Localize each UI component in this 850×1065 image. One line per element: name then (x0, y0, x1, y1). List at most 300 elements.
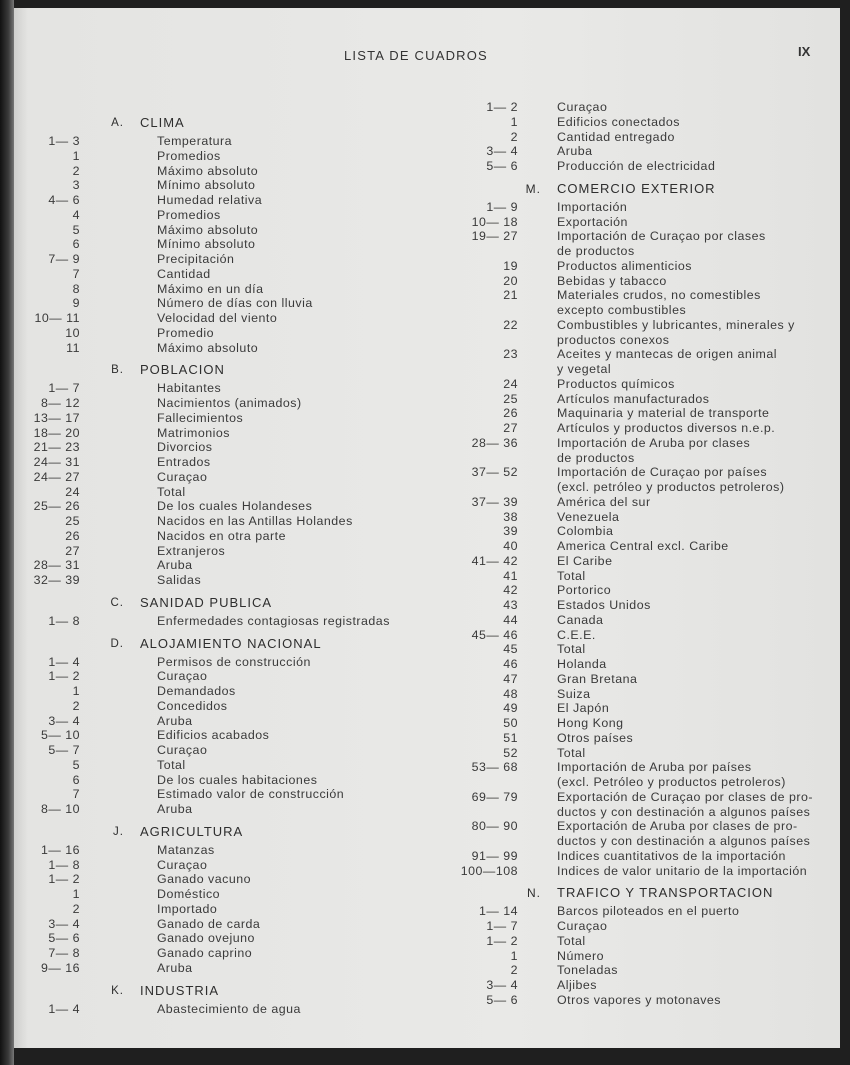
section-letter: D. (110, 637, 124, 650)
table-range: 21 (503, 288, 518, 303)
table-title: Temperatura (157, 134, 233, 148)
table-title: Mínimo absoluto (157, 178, 256, 193)
table-range: 1— 16 (40, 842, 80, 857)
table-title: Producción de electricidad (557, 159, 716, 173)
table-range: 1— 4 (48, 654, 80, 669)
section-heading (28, 592, 428, 614)
table-range: 7— 8 (48, 946, 80, 960)
toc-entry (28, 802, 428, 817)
table-range: 1— 2 (48, 669, 80, 684)
table-title: y vegetal (557, 362, 612, 376)
table-title: excepto combustibles (557, 303, 687, 317)
table-range: 5— 10 (40, 728, 80, 743)
table-title: Curaçao (157, 469, 208, 484)
table-range (444, 244, 518, 259)
toc-entry (28, 558, 428, 573)
toc-entry (444, 333, 844, 348)
toc-entry (28, 787, 428, 802)
toc-entry (28, 961, 428, 976)
table-range: 42 (503, 583, 518, 598)
toc-entry (444, 480, 844, 495)
table-range: 45— 46 (471, 627, 518, 642)
toc-entry (444, 934, 844, 949)
table-title: Otros vapores y motonaves (557, 992, 722, 1007)
table-title: Colombia (557, 524, 614, 539)
toc-entry (28, 267, 428, 282)
table-range: 1 (510, 114, 518, 129)
table-range: 23 (503, 347, 518, 362)
toc-entry (28, 902, 428, 917)
table-title: productos conexos (557, 332, 670, 347)
table-range: 1— 9 (486, 199, 518, 214)
table-range: 69— 79 (471, 789, 518, 804)
toc-section (28, 633, 428, 817)
table-range: 1— 2 (486, 933, 518, 948)
toc-entry (28, 544, 428, 559)
table-range: 24 (65, 484, 80, 499)
toc-entry (444, 672, 844, 687)
toc-entry (28, 223, 428, 238)
table-title: ductos y con destinación a algunos países (557, 834, 811, 848)
table-title: Matrimonios (157, 425, 230, 440)
table-range: 1— 3 (48, 134, 80, 148)
table-title: Artículos y productos diversos n.e.p. (557, 421, 776, 435)
table-title: Cantidad entregado (557, 129, 675, 144)
table-range: 25— 26 (33, 499, 80, 514)
table-title: Máximo absoluto (157, 340, 259, 355)
table-title: El Caribe (557, 553, 613, 568)
toc-entry (28, 193, 428, 208)
table-range: 27 (503, 421, 518, 435)
table-range: 19— 27 (471, 229, 518, 244)
table-title: Curaçao (557, 919, 608, 933)
table-title: Ganado de carda (157, 916, 261, 931)
table-title: Curaçao (157, 743, 208, 757)
table-range: 28— 31 (33, 558, 80, 573)
toc-entry (444, 347, 844, 362)
table-range: 1 (72, 148, 80, 163)
table-range: 38 (503, 509, 518, 524)
table-title: Máximo en un día (157, 281, 264, 296)
table-title: Canada (557, 612, 604, 627)
table-title: Edificios acabados (157, 728, 270, 743)
toc-entry (444, 598, 844, 613)
toc-entry (28, 470, 428, 485)
section-title: SANIDAD PUBLICA (140, 594, 273, 610)
table-range: 1— 7 (486, 919, 518, 933)
table-range: 3 (72, 178, 80, 193)
toc-entry (444, 524, 844, 539)
toc-entry (28, 529, 428, 544)
table-title: Otros países (557, 730, 634, 745)
table-range: 10— 11 (34, 311, 80, 325)
table-title: Promedios (157, 148, 221, 163)
toc-entry (444, 731, 844, 746)
toc-entry (28, 655, 428, 670)
table-title: Estimado valor de construcción (157, 787, 345, 802)
toc-entry (28, 872, 428, 887)
toc-entry (28, 699, 428, 714)
table-range: 100—108 (460, 863, 518, 878)
table-title: Toneladas (557, 963, 618, 978)
toc-entry (444, 318, 844, 333)
toc-entry (28, 164, 428, 179)
table-range: 43 (503, 598, 518, 612)
table-title: Demandados (157, 684, 236, 698)
toc-entry (444, 144, 844, 159)
table-title: Ganado vacuno (157, 872, 251, 887)
table-title: Total (557, 745, 586, 760)
table-title: Mínimo absoluto (157, 237, 256, 252)
toc-entry (28, 282, 428, 297)
toc-entry (444, 963, 844, 978)
table-title: Promedio (157, 325, 215, 340)
table-title: Portorico (557, 583, 612, 598)
table-range: 3— 4 (48, 713, 80, 728)
section-letter: A. (111, 117, 124, 129)
toc-entry (444, 613, 844, 628)
table-title: Edificios conectados (557, 114, 680, 129)
toc-section (28, 359, 428, 588)
table-title: Curaçao (157, 669, 208, 684)
table-title: Máximo absoluto (157, 222, 259, 237)
table-title: América del sur (557, 494, 651, 509)
table-range: 44 (503, 612, 518, 627)
table-title: Aruba (157, 960, 193, 975)
table-range: 2 (510, 963, 518, 978)
table-range: 9 (72, 296, 80, 311)
table-title: Aruba (157, 713, 193, 728)
table-title: De los cuales Holandeses (157, 499, 313, 514)
toc-entry (444, 583, 844, 598)
toc-entry (28, 714, 428, 729)
table-range: 1 (72, 887, 80, 901)
table-title: Importación de Curaçao por clases (557, 229, 766, 244)
table-range: 1— 7 (48, 381, 80, 396)
toc-entry (444, 554, 844, 569)
table-title: Gran Bretana (557, 671, 638, 686)
toc-entry (28, 134, 428, 149)
table-range: 1 (510, 948, 518, 963)
table-title: Artículos manufacturados (557, 391, 710, 406)
table-range: 1 (72, 684, 80, 698)
toc-entry (28, 946, 428, 961)
table-title: Enfermedades contagiosas registradas (157, 613, 390, 628)
table-title: Entrados (157, 455, 211, 469)
toc-entry (28, 684, 428, 699)
table-title: ductos y con destinación a algunos países (557, 804, 811, 819)
table-range: 7— 9 (48, 252, 80, 266)
table-title: C.E.E. (557, 627, 596, 642)
section-heading (28, 112, 428, 134)
toc-entry (444, 834, 844, 849)
table-range: 80— 90 (471, 819, 518, 834)
toc-entry (444, 510, 844, 525)
table-range: 50 (503, 716, 518, 730)
toc-entry (444, 716, 844, 731)
table-range: 48 (503, 686, 518, 701)
table-title: Nacidos en las Antillas Holandes (157, 514, 353, 528)
toc-entry (28, 178, 428, 193)
toc-entry (444, 215, 844, 230)
toc-section (28, 112, 428, 355)
toc-entry (444, 805, 844, 820)
table-range: 91— 99 (471, 848, 518, 863)
table-range: 8— 10 (40, 802, 80, 816)
table-range: 40 (503, 539, 518, 553)
table-title: Abastecimiento de agua (157, 1001, 301, 1016)
table-title: Aruba (557, 144, 593, 159)
table-range: 5— 7 (48, 743, 80, 757)
toc-entry (28, 669, 428, 684)
table-range (444, 362, 518, 377)
toc-entry (444, 274, 844, 289)
toc-entry (444, 904, 844, 919)
table-title: Exportación (557, 214, 628, 229)
table-title: Productos químicos (557, 376, 675, 391)
section-title: ALOJAMIENTO NACIONAL (140, 635, 322, 651)
toc-entry (444, 949, 844, 964)
toc-entry (444, 229, 844, 244)
toc-entry (28, 149, 428, 164)
table-title: Precipitación (157, 252, 235, 266)
toc-entry (444, 495, 844, 510)
table-range: 26 (65, 528, 80, 543)
table-range (444, 834, 518, 849)
toc-entry (28, 326, 428, 341)
page-number: IX (798, 44, 811, 59)
toc-entry (444, 159, 844, 174)
toc-entry (28, 252, 428, 267)
table-title: de productos (557, 450, 635, 465)
table-title: Indices cuantitativos de la importación (557, 848, 786, 863)
table-range (444, 805, 518, 820)
table-title: Importación (557, 199, 628, 214)
toc-entry (444, 465, 844, 480)
table-title: Bebidas y tabacco (557, 273, 667, 288)
table-range: 26 (503, 406, 518, 421)
section-title: INDUSTRIA (140, 982, 220, 998)
toc-entry (444, 539, 844, 554)
table-title: Exportación de Aruba por clases de pro- (557, 819, 798, 834)
table-title: Estados Unidos (557, 598, 651, 612)
toc-entry (28, 381, 428, 396)
table-range: 1— 14 (478, 904, 518, 919)
table-range: 28— 36 (471, 435, 518, 450)
toc-entry (444, 993, 844, 1008)
table-range (444, 775, 518, 790)
table-range: 9— 16 (40, 960, 80, 975)
table-range: 3— 4 (486, 978, 518, 992)
table-title: Ganado ovejuno (157, 931, 255, 946)
toc-entry (444, 288, 844, 303)
table-title: Concedidos (157, 698, 228, 713)
table-range: 41 (503, 568, 518, 583)
section-letter: N. (527, 886, 541, 901)
table-range: 24— 27 (33, 469, 80, 484)
table-title: Hong Kong (557, 716, 624, 730)
toc-entry (444, 115, 844, 130)
table-range: 2 (510, 129, 518, 144)
book-binding-edge (0, 0, 14, 1065)
table-title: Holanda (557, 657, 607, 671)
table-range: 46 (503, 657, 518, 671)
table-range: 25 (503, 391, 518, 406)
table-range: 49 (503, 701, 518, 716)
section-heading (28, 980, 428, 1002)
section-heading (28, 633, 428, 655)
table-range: 4 (72, 207, 80, 222)
section-title: CLIMA (140, 115, 185, 130)
table-range (444, 480, 518, 495)
toc-entry (28, 573, 428, 588)
table-range: 52 (503, 745, 518, 760)
table-title: Importación de Aruba por países (557, 760, 752, 775)
table-title: Aruba (157, 558, 193, 573)
toc-entry (444, 406, 844, 421)
table-range: 13— 17 (33, 410, 80, 425)
toc-entry (444, 259, 844, 274)
toc-section (444, 178, 844, 879)
document-page (14, 8, 840, 1048)
section-letter: J. (113, 825, 124, 838)
table-range: 3— 4 (486, 144, 518, 159)
toc-entry (28, 311, 428, 326)
table-range: 24— 31 (33, 455, 80, 469)
table-title: Número (557, 948, 605, 963)
toc-entry (28, 296, 428, 311)
table-title: (excl. petróleo y productos petroleros) (557, 480, 785, 494)
table-range: 21— 23 (33, 440, 80, 455)
toc-entry (444, 392, 844, 407)
toc-section (444, 882, 844, 1007)
table-title: Curaçao (157, 857, 208, 872)
table-range: 11 (66, 340, 80, 355)
toc-entry (444, 244, 844, 259)
section-heading (28, 821, 428, 843)
toc-entry (444, 569, 844, 584)
toc-entry (28, 341, 428, 356)
toc-entry (444, 978, 844, 993)
table-title: Curaçao (557, 100, 608, 114)
table-title: Importación de Aruba por clases (557, 435, 751, 450)
toc-entry (444, 362, 844, 377)
table-range: 5 (72, 757, 80, 772)
table-range: 37— 52 (471, 465, 518, 480)
table-range: 45 (503, 642, 518, 657)
table-range: 19 (503, 258, 518, 273)
toc-entry (28, 743, 428, 758)
toc-entry (28, 499, 428, 514)
toc-entry (444, 451, 844, 466)
section-letter: C. (110, 596, 124, 609)
table-title: Total (557, 642, 586, 657)
table-title: Extranjeros (157, 543, 226, 558)
toc-entry (444, 642, 844, 657)
table-title: Importación de Curaçao por países (557, 465, 768, 480)
section-title: AGRICULTURA (140, 823, 244, 839)
toc-entry (444, 377, 844, 392)
table-range: 2 (72, 698, 80, 713)
toc-entry (28, 208, 428, 223)
table-range: 47 (503, 671, 518, 686)
toc-section (28, 980, 428, 1017)
table-title: Venezuela (557, 509, 620, 524)
section-heading (444, 178, 844, 200)
table-title: Total (157, 757, 186, 772)
table-range: 6 (72, 772, 80, 787)
table-title: Aruba (157, 802, 193, 816)
table-range: 5— 6 (486, 992, 518, 1007)
toc-entry (28, 440, 428, 455)
table-title: Habitantes (157, 381, 222, 396)
table-title: Exportación de Curaçao por clases de pro- (557, 789, 814, 804)
toc-entry (444, 864, 844, 879)
toc-entry (28, 887, 428, 902)
table-range (444, 451, 518, 466)
toc-entry (444, 790, 844, 805)
toc-entry (444, 421, 844, 436)
table-range: 27 (65, 543, 80, 558)
table-title: Aljibes (557, 978, 598, 992)
toc-entry (444, 760, 844, 775)
table-range: 7 (72, 787, 80, 802)
table-range (444, 333, 518, 348)
table-range: 51 (503, 730, 518, 745)
table-title: (excl. Petróleo y productos petroleros) (557, 775, 786, 789)
toc-entry (444, 687, 844, 702)
table-title: Importado (157, 901, 218, 916)
table-range: 1— 8 (48, 857, 80, 872)
table-range: 8 (72, 281, 80, 296)
section-title: TRAFICO Y TRANSPORTACION (557, 885, 774, 901)
table-title: Productos alimenticios (557, 258, 692, 273)
table-title: Maquinaria y material de transporte (557, 406, 770, 421)
table-range: 10 (65, 325, 80, 340)
toc-entry (444, 303, 844, 318)
table-range: 18— 20 (33, 425, 80, 440)
table-title: El Japón (557, 701, 610, 716)
table-range: 5 (72, 222, 80, 237)
toc-entry (444, 819, 844, 834)
toc-entry (444, 849, 844, 864)
toc-section (444, 100, 844, 174)
toc-entry (28, 843, 428, 858)
table-range: 32— 39 (33, 573, 80, 587)
table-title: Fallecimientos (157, 410, 244, 425)
section-letter: M. (525, 181, 541, 196)
table-title: Velocidad del viento (157, 311, 278, 325)
table-range (444, 303, 518, 318)
table-title: Ganado caprino (157, 946, 253, 960)
table-range: 1— 2 (486, 100, 518, 114)
table-title: Humedad relativa (157, 193, 263, 207)
table-title: De los cuales habitaciones (157, 772, 318, 787)
table-title: Doméstico (157, 887, 221, 901)
table-title: Barcos piloteados en el puerto (557, 904, 740, 919)
toc-entry (444, 436, 844, 451)
table-title: Permisos de construcción (157, 654, 311, 669)
table-title: Aceites y mantecas de origen animal (557, 347, 777, 362)
toc-entry (28, 917, 428, 932)
table-range: 2 (72, 163, 80, 178)
table-range: 8— 12 (40, 396, 80, 410)
toc-entry (444, 130, 844, 145)
table-title: Total (557, 933, 586, 948)
table-range: 39 (503, 524, 518, 539)
toc-entry (28, 858, 428, 873)
toc-entry (28, 1002, 428, 1017)
